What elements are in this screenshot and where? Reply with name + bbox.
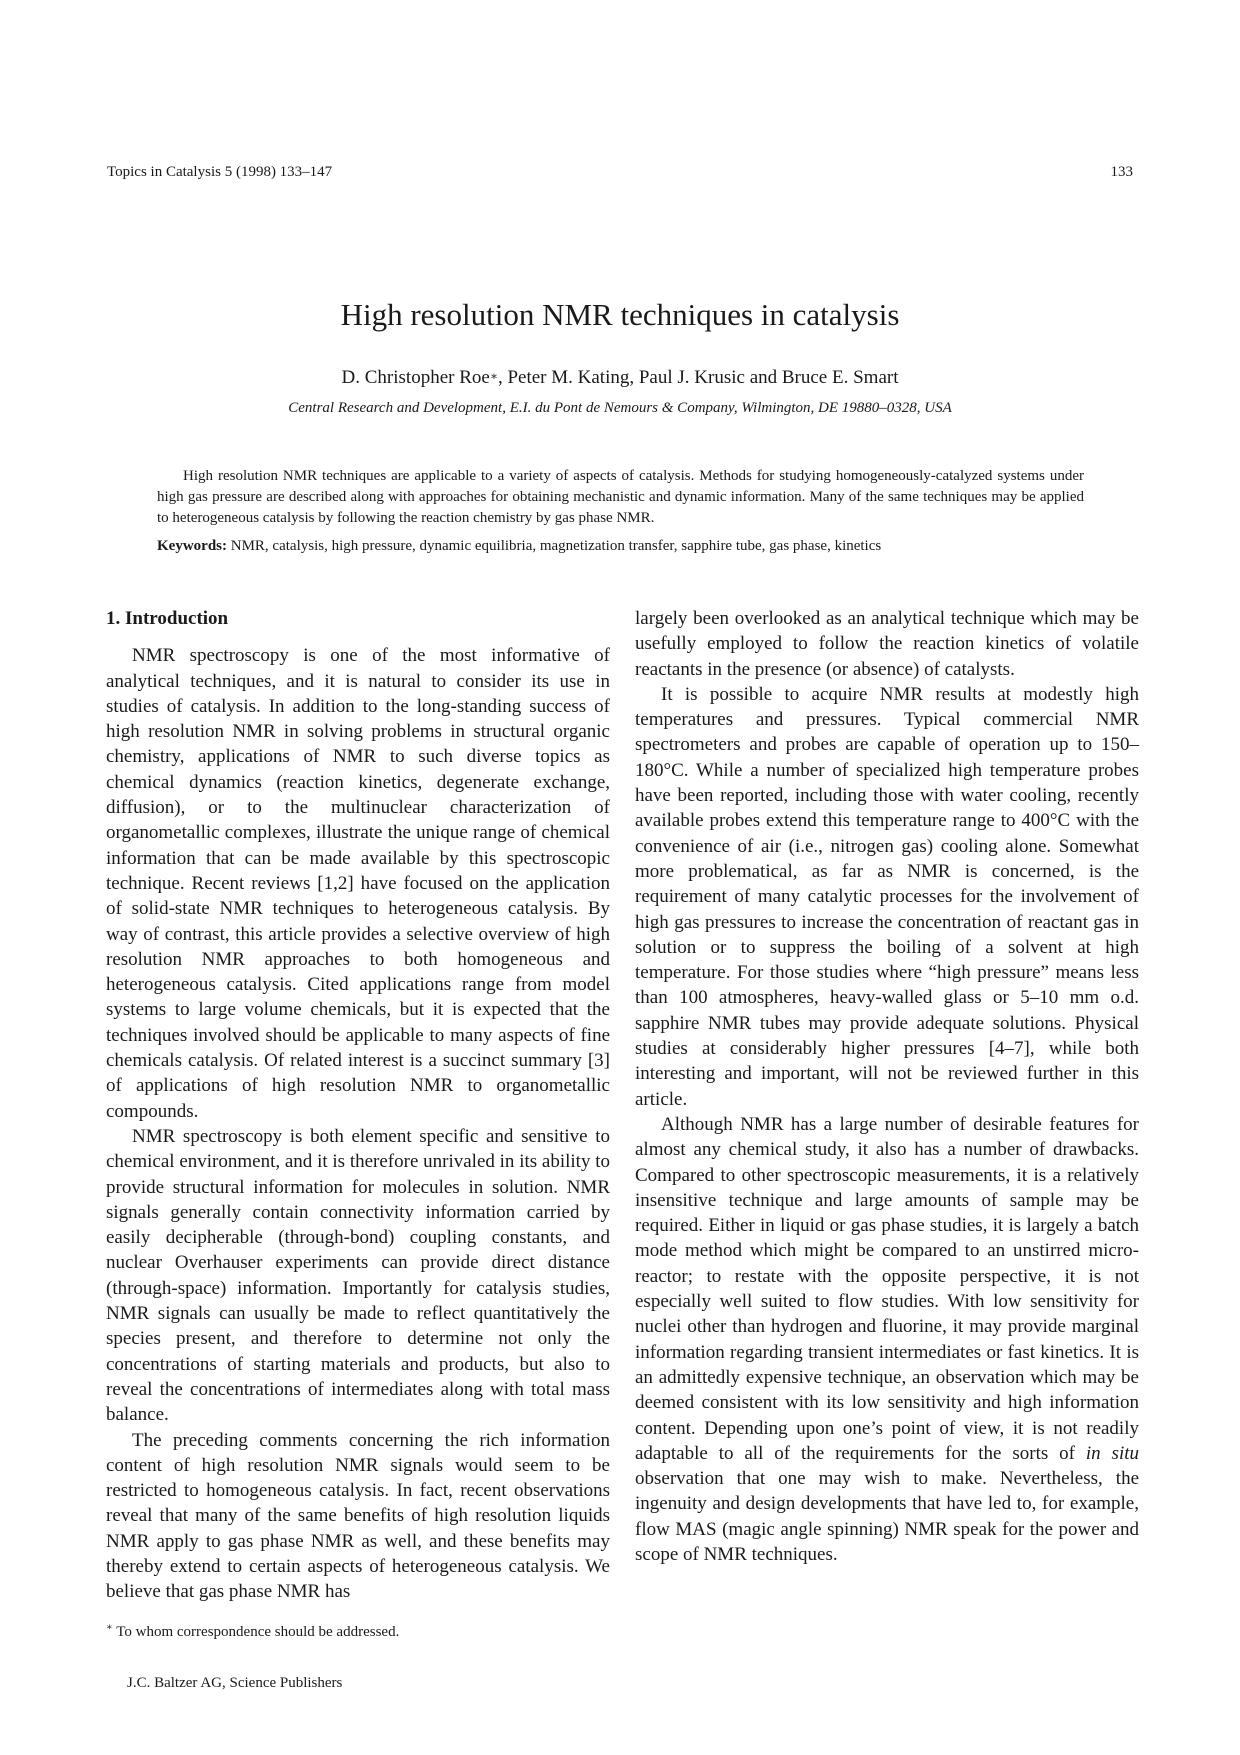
footnote-text: To whom correspondence should be addressed.	[112, 1624, 400, 1640]
corresponding-author-mark: ∗	[489, 369, 498, 383]
paragraph-3-continued: largely been overlooked as an analytical technique which may be usefully employed to follow the reaction kinetics of volatile reactants in the presence (or absence) of catalysts.	[635, 608, 1139, 680]
paragraph-5-text-a: Although NMR has a large number of desirable features for almost any chemical study, it also has a number of drawbacks. Compared to other spectroscopic measurements, it is a relatively insensitive technique and large amounts of sample may be required. Either in liquid or gas phase studies, it is largely a batch mode method which might be compared to an unstirred micro-reactor; to restate with the opposite perspective, it is not especially well suited to flow studies. With low sensitivity for nuclei other than hydrogen and fluorine, it may provide marginal information regarding transient intermediates or fast kinetics. It is an admittedly expensive technique, an observation which may be deemed consistent with its low sensitivity and high information content. Depending upon one’s point of view, it is not readily adaptable to all of the requirements for the sorts of	[635, 1113, 1139, 1464]
footnote-mark: ∗	[106, 1622, 113, 1633]
paragraph-4: It is possible to acquire NMR results at modestly high temperatures and pressures. Typical commercial NMR spectrometers and probes are capable of operation up to 150–180°C. While a number of specialized high temperature probes have been reported, including those with water cooling, recently available probes extend this temperature range to 400°C with the convenience of air (i.e., nitrogen gas) cooling alone. Somewhat more problematical, as far as NMR is concerned, is the requirement of many catalytic processes for the involvement of high gas pressures to increase the concentration of reactant gas in solution or to suppress the boiling of a solvent at high temperature. For those studies where “high pressure” means less than 100 atmospheres, heavy-walled glass or 5–10 mm o.d. sapphire NMR tubes may provide adequate solutions. Physical studies at considerably higher pressures [4–7], while both interesting and important, will not be reviewed further in this article.	[635, 683, 1139, 1110]
abstract: High resolution NMR techniques are applicable to a variety of aspects of catalysis. Methods for studying homogeneously-catalyzed systems under high gas pressure are described along with approaches for obtaining mechanistic and dynamic information. Many of the same techniques may be applied to heterogeneous catalysis by following the reaction chemistry by gas phase NMR.	[157, 468, 1084, 526]
keywords-label: Keywords:	[157, 538, 227, 554]
paragraph-1: NMR spectroscopy is one of the most informative of analytical techniques, and it is natural to consider its use in studies of catalysis. In addition to the long-standing success of high resolution NMR in solving problems in structural organic chemistry, applications of NMR to such diverse topics as chemical dynamics (reaction kinetics, degenerate exchange, diffusion), or to the multinuclear characterization of organometallic complexes, illustrate the unique range of chemical information that can be made available by this spectroscopic technique. Recent reviews [1,2] have focused on the application of solid-state NMR techniques to heterogeneous catalysis. By way of contrast, this article provides a selective overview of high resolution NMR approaches to both homogeneous and heterogeneous catalysis. Cited applications range from model systems to large volume chemicals, but it is expected that the techniques involved should be applicable to many aspects of fine chemicals catalysis. Of related interest is a succinct summary [3] of applications of high resolution NMR to organometallic compounds.	[106, 645, 610, 1122]
section-heading-introduction: 1. Introduction	[106, 608, 229, 629]
paragraph-5-italic: in situ	[1085, 1442, 1140, 1464]
publisher-line: J.C. Baltzer AG, Science Publishers	[127, 1675, 343, 1691]
coauthors: , Peter M. Kating, Paul J. Krusic and Bruce E. Smart	[497, 367, 899, 388]
affiliation: Central Research and Development, E.I. du Pont de Nemours & Company, Wilmington, DE 19880–0328, USA	[288, 400, 952, 416]
paragraph-3: The preceding comments concerning the rich information content of high resolution NMR signals would seem to be restricted to homogeneous catalysis. In fact, recent observations reveal that many of the same benefits of high resolution liquids NMR apply to gas phase NMR as well, and these benefits may thereby extend to certain aspects of heterogeneous catalysis. We believe that gas phase NMR has	[106, 1429, 610, 1603]
paragraph-2: NMR spectroscopy is both element specific and sensitive to chemical environment, and it is therefore unrivaled in its ability to provide structural information for molecules in solution. NMR signals generally contain connectivity information carried by easily decipherable (through-bond) coupling constants, and nuclear Overhauser experiments can provide direct distance (through-space) information. Importantly for catalysis studies, NMR signals can usually be made to reflect quantitatively the species present, and therefore to determine not only the concentrations of starting materials and products, but also to reveal the concentrations of intermediates along with total mass balance.	[106, 1125, 610, 1426]
paragraph-5-text-b: observation that one may wish to make. Nevertheless, the ingenuity and design developments that have led to, for example, flow MAS (magic angle spinning) NMR speak for the power and scope of NMR techniques.	[635, 1468, 1139, 1565]
footnote	[106, 1622, 399, 1641]
left-column	[106, 606, 610, 1605]
paragraph-5	[635, 1112, 1139, 1567]
author-list	[0, 367, 1240, 389]
right-column	[635, 606, 1139, 1567]
corresponding-author: D. Christopher Roe	[341, 367, 490, 388]
keywords	[157, 538, 1084, 555]
running-header-journal: Topics in Catalysis 5 (1998) 133–147	[107, 164, 333, 180]
running-header-page-number: 133	[1110, 164, 1133, 180]
paper-title: High resolution NMR techniques in catalysis	[340, 297, 900, 332]
keywords-text: NMR, catalysis, high pressure, dynamic equilibria, magnetization transfer, sapphire tube, gas phase, kinetics	[227, 538, 882, 554]
